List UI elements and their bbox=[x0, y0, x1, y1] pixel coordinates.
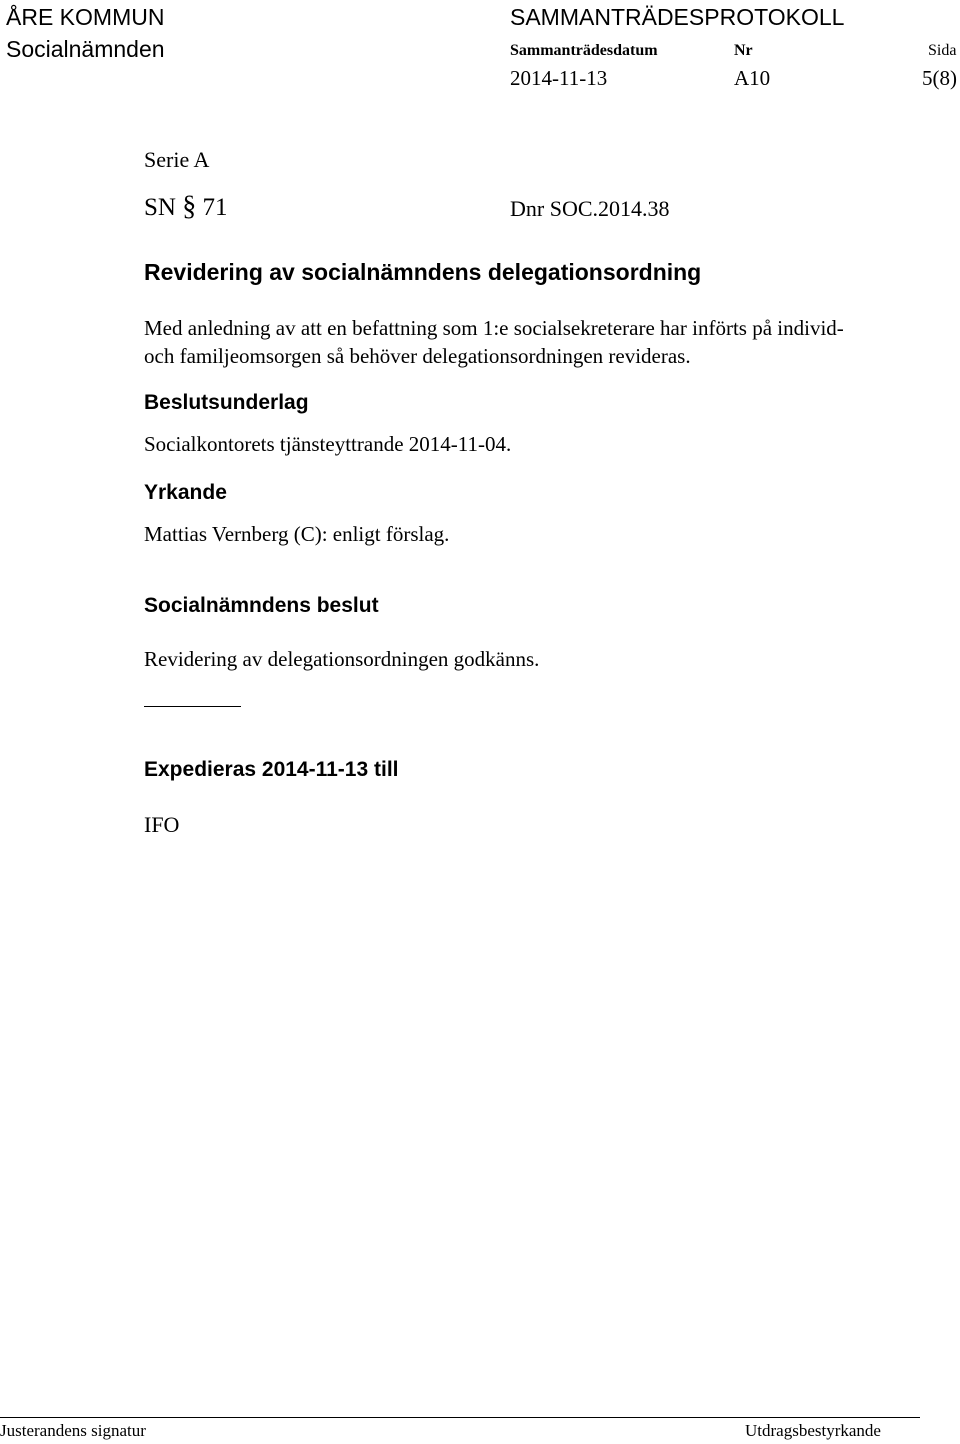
page-label: Sida bbox=[928, 42, 957, 59]
organization-name: ÅRE KOMMUN bbox=[6, 4, 165, 30]
beslutsunderlag-text: Socialkontorets tjänsteyttrande 2014-11-04. bbox=[144, 432, 512, 456]
footer-divider bbox=[0, 1417, 920, 1418]
sn-prefix: SN bbox=[144, 194, 176, 221]
document-type: SAMMANTRÄDESPROTOKOLL bbox=[510, 4, 845, 30]
nr-label: Nr bbox=[734, 42, 753, 59]
diary-number: Dnr SOC.2014.38 bbox=[510, 196, 670, 221]
sn-number: 71 bbox=[202, 194, 228, 221]
date-value: 2014-11-13 bbox=[510, 66, 608, 90]
footer-signature-label: Justerandens signatur bbox=[0, 1421, 146, 1440]
date-label: Sammanträdesdatum bbox=[510, 42, 658, 59]
beslutsunderlag-heading: Beslutsunderlag bbox=[144, 391, 309, 414]
page-value: 5(8) bbox=[922, 66, 957, 90]
separator-line bbox=[144, 706, 241, 707]
case-number bbox=[144, 193, 227, 222]
beslut-heading: Socialnämndens beslut bbox=[144, 594, 379, 617]
expedieras-heading: Expedieras 2014-11-13 till bbox=[144, 758, 399, 781]
expedieras-recipient: IFO bbox=[144, 812, 180, 837]
intro-paragraph: Med anledning av att en befattning som 1:e socialsekreterare har införts på individ- och familjeomsorgen så behöver delegationsordningen revideras. bbox=[144, 316, 844, 368]
serie-label: Serie A bbox=[144, 147, 210, 172]
footer-attestation-label: Utdragsbestyrkande bbox=[745, 1421, 881, 1440]
nr-value: A10 bbox=[734, 66, 771, 90]
yrkande-heading: Yrkande bbox=[144, 481, 227, 504]
department-name: Socialnämnden bbox=[6, 36, 165, 62]
beslut-text: Revidering av delegationsordningen godkänns. bbox=[144, 647, 540, 671]
section-symbol: § bbox=[182, 191, 197, 222]
yrkande-text: Mattias Vernberg (C): enligt förslag. bbox=[144, 522, 450, 546]
case-title: Revidering av socialnämndens delegationsordning bbox=[144, 259, 702, 285]
